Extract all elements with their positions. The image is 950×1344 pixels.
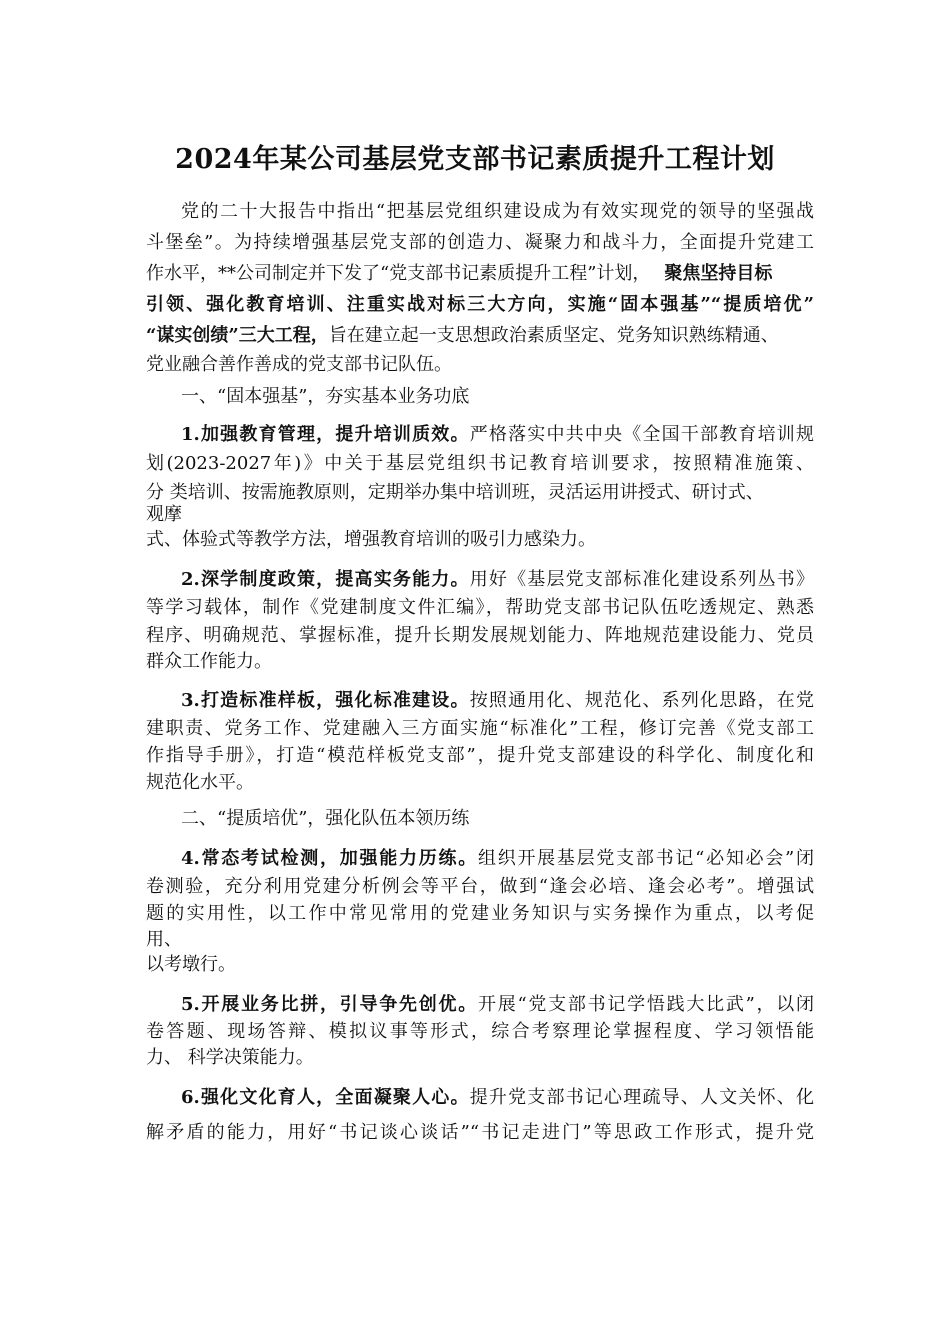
item2-text-1: 用好《基层党支部标准化建设系列丛书》 <box>469 569 814 590</box>
item1-line-1 <box>181 421 814 449</box>
intro-line-2: 斗堡垒”。为持续增强基层党支部的创造力、凝聚力和战斗力，全面提升党建工 <box>146 232 814 253</box>
intro-line-6: 党业融合善作善成的党支部书记队伍。 <box>146 354 452 375</box>
item4-text-1: 组织开展基层党支部书记“必知必会”闭 <box>477 848 814 869</box>
intro-line-3-bold: 聚焦坚持目标 <box>664 263 773 284</box>
item5-line-1 <box>181 991 814 1019</box>
item5-line-3: 力、 科学决策能力。 <box>146 1047 314 1068</box>
item2-heading: 2.深学制度政策，提高实务能力。 <box>181 569 470 590</box>
item6-line-2: 解矛盾的能力，用好“书记谈心谈话”“书记走进门”等思政工作形式，提升党 <box>146 1122 814 1143</box>
item3-line-1 <box>181 687 814 715</box>
item3-text-1: 按照通用化、规范化、系列化思路，在党 <box>469 690 814 711</box>
item1-heading: 1.加强教育管理，提升培训质效。 <box>181 424 470 445</box>
intro-line-3-text: 作水平，**公司制定并下发了“党支部书记素质提升工程”计划， <box>146 263 651 284</box>
item2-line-3: 程序、明确规范、掌握标准，提升长期发展规划能力、阵地规范建设能力、党员 <box>146 625 814 646</box>
item5-heading: 5.开展业务比拼，引导争先创优。 <box>181 994 478 1015</box>
item6-heading: 6.强化文化育人，全面凝聚人心。 <box>181 1087 470 1108</box>
item5-line-2: 卷答题、现场答辩、模拟议事等形式，综合考察理论掌握程度、学习领悟能 <box>146 1021 814 1042</box>
item3-heading: 3.打造标准样板，强化标准建设。 <box>181 690 470 711</box>
item6-text-1: 提升党支部书记心理疏导、人文关怀、化 <box>469 1087 814 1108</box>
intro-line-5-bold: “谋实创绩”三大工程， <box>146 325 329 346</box>
item4-line-5: 以考墩行。 <box>146 954 236 975</box>
item1-line-5: 式、体验式等教学方法，增强教育培训的吸引力感染力。 <box>146 529 596 550</box>
item4-line-4: 用、 <box>146 929 182 950</box>
item1-line-3: 分 类培训、按需施教原则，定期举办集中培训班，灵活运用讲授式、研讨式、 <box>146 482 764 503</box>
item1-line-4: 观摩 <box>146 504 182 525</box>
item4-line-2: 卷测验，充分利用党建分析例会等平台，做到“逢会必培、逢会必考”。增强试 <box>146 876 814 897</box>
intro-line-5-text: 旨在建立起一支思想政治素质坚定、党务知识熟练精通、 <box>328 325 779 346</box>
item1-line-2: 划(2023-2027年)》中关于基层党组织书记教育培训要求，按照精准施策、 <box>146 453 814 474</box>
item2-line-4: 群众工作能力。 <box>146 651 272 672</box>
intro-line-1: 党的二十大报告中指出“把基层党组织建设成为有效实现党的领导的坚强战 <box>181 201 814 222</box>
item6-line-1 <box>181 1084 814 1112</box>
item3-line-4: 规范化水平。 <box>146 772 254 793</box>
item4-line-1 <box>181 845 814 873</box>
item3-line-2: 建职责、党务工作、党建融入三方面实施“标准化”工程，修订完善《党支部工 <box>146 718 814 739</box>
intro-line-5 <box>146 322 814 350</box>
intro-line-4: 引领、强化教育培训、注重实战对标三大方向，实施“固本强基”“提质培优” <box>146 294 814 315</box>
item5-text-1: 开展“党支部书记学悟践大比武”，以闭 <box>477 994 814 1015</box>
item2-line-1 <box>181 566 814 594</box>
item2-line-2: 等学习载体，制作《党建制度文件汇编》，帮助党支部书记队伍吃透规定、熟悉 <box>146 597 814 618</box>
section-heading-2: 二、“提质培优”，强化队伍本领历练 <box>181 808 470 829</box>
item3-line-3: 作指导手册》，打造“模范样板党支部”，提升党支部建设的科学化、制度化和 <box>146 745 814 766</box>
document-title: 2024年某公司基层党支部书记素质提升工程计划 <box>175 144 775 175</box>
section-heading-1: 一、“固本强基”，夯实基本业务功底 <box>181 386 470 407</box>
item4-line-3: 题的实用性，以工作中常见常用的党建业务知识与实务操作为重点，以考促 <box>146 903 814 924</box>
item4-heading: 4.常态考试检测，加强能力历练。 <box>181 848 478 869</box>
intro-line-3 <box>146 260 814 288</box>
item1-text-1: 严格落实中共中央《全国干部教育培训规 <box>469 424 814 445</box>
